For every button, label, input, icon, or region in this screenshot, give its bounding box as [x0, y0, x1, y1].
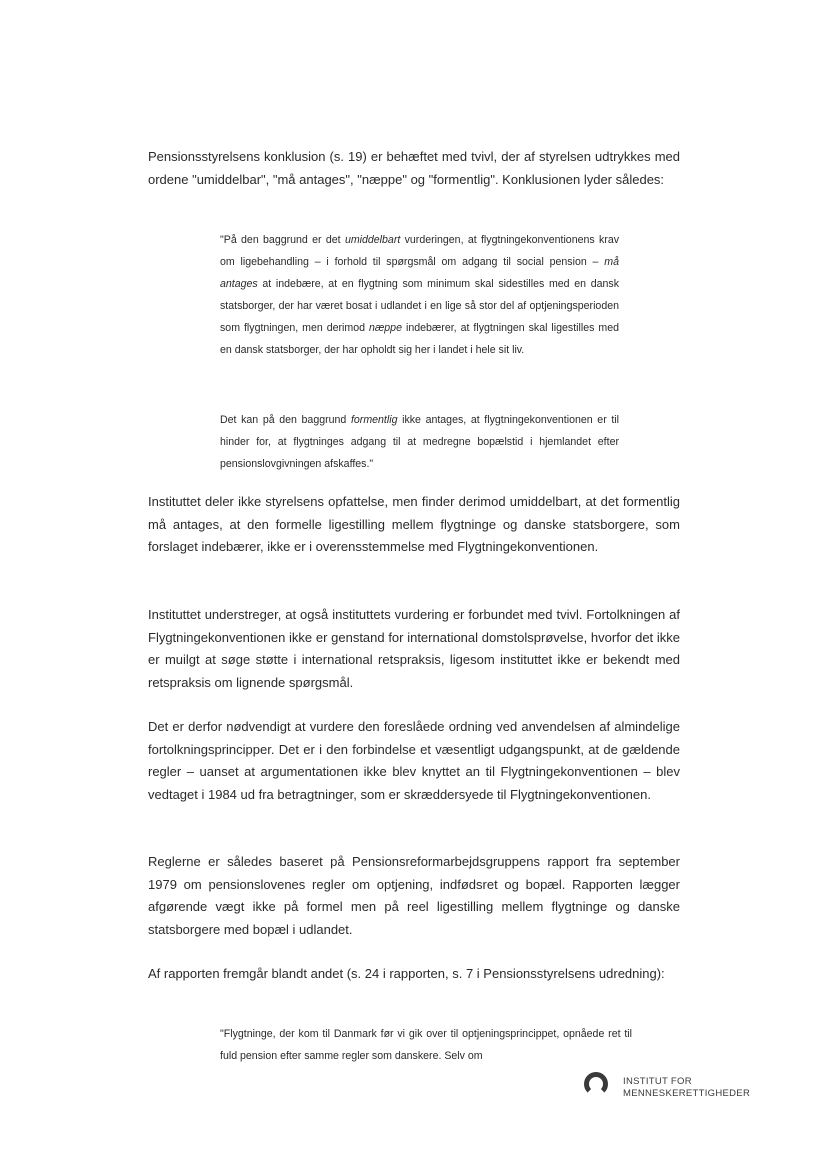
quote-block-2 — [220, 409, 619, 475]
paragraph-report: Reglerne er således baseret på Pensionsreformarbejdsgruppens rapport fra september 1979 om pensionslovenes regler om optjening, indfødsret og bopæl. Rapporten lægger afgørende vægt ikke på formel men på reel ligestilling mellem flygtninge og danske statsborgere med bopæl i udlandet. — [148, 854, 680, 937]
quote-block-1 — [220, 229, 619, 361]
quote-text: ikke antages, at flygtningekonventionen er til hinder for, at flygtninges adgang til at medregne bopælstid i hjemlandet efter pensionslovgivningen afskaffes." — [220, 414, 620, 470]
logo-ring-icon — [584, 1072, 608, 1096]
quote-text: "På den baggrund er det — [220, 234, 345, 246]
quote-text: indebærer, at flygtningen skal ligestilles med en dansk statsborger, der har opholdt sig her i landet i hele sit liv. — [220, 322, 619, 356]
logo-text — [623, 1076, 750, 1100]
paragraph-institute-opinion: Instituttet deler ikke styrelsens opfattelse, men finder derimod umiddelbart, at det formentlig må antages, at den formelle ligestilling mellem flygtninge og danske statsborgere, som forslaget indebærer, ikke er i overensstemmelse med Flygtningekonventionen. — [148, 494, 680, 554]
quote-text: at indebære, at en flygtning som minimum skal sidestilles med en dansk statsborger, der har været bosat i udlandet i en lige så stor del af optjeningsperioden som flygtningen, men derimod — [220, 278, 619, 334]
quote-emphasis: næppe — [368, 322, 402, 334]
paragraph-uncertainty: Instituttet understreger, at også instituttets vurdering er forbundet med tvivl. Fortolkningen af Flygtningekonventionen ikke er genstand for international domstolsprøvelse, hvorfor det ikke er muilgt at søge støtte i international retspraksis, ligesom instituttet ikke er bekendt med retspraksis om lignende spørgsmål. — [148, 607, 680, 690]
quote-emphasis: må antages — [220, 256, 619, 290]
quote-emphasis: umiddelbart — [344, 234, 401, 246]
quote-text: Det kan på den baggrund — [220, 414, 351, 426]
quote-block-3: "Flygtninge, der kom til Danmark før vi gik over til optjeningsprincippet, opnåede ret til fuld pension efter samme regler som danskere. Selv om — [220, 1028, 632, 1062]
institute-logo — [584, 1070, 784, 1110]
logo-line-1: INSTITUT FOR — [623, 1076, 692, 1087]
quote-text: vurderingen, at flygtningekonventionens krav om ligebehandling – i forhold til spørgsmål om adgang til social pension – — [220, 234, 620, 268]
paragraph-conclusion: Pensionsstyrelsens konklusion (s. 19) er behæftet med tvivl, der af styrelsen udtrykkes med ordene "umiddelbar", "må antages", "næppe" og "formentlig". Konklusionen lyder således: — [148, 149, 680, 187]
logo-line-2: MENNESKERETTIGHEDER — [623, 1088, 751, 1099]
quote-emphasis: formentlig — [350, 414, 398, 426]
paragraph-report-citation: Af rapporten fremgår blandt andet (s. 24 i rapporten, s. 7 i Pensionsstyrelsens udredning): — [148, 966, 665, 981]
paragraph-interpretation: Det er derfor nødvendigt at vurdere den foreslåede ordning ved anvendelsen af almindelige fortolkningsprincipper. Det er i den forbindelse et væsentligt udgangspunkt, at de gældende regler – uanset at argumentationen ikke blev knyttet an til Flygtningekonventionen – blev vedtaget i 1984 ud fra betragtninger, som er skræddersyede til Flygtningekonventionen. — [148, 719, 680, 802]
